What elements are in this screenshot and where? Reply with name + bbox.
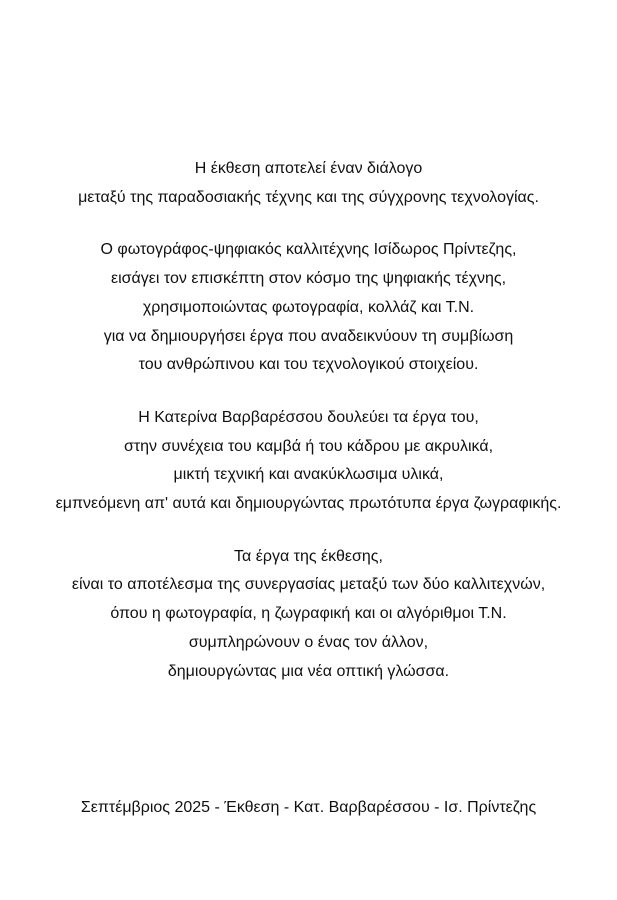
paragraph-line: Η έκθεση αποτελεί έναν διάλογο [194,160,423,177]
paragraph-line: για να δημιουργήσει έργα που αναδεικνύουν τη συμβίωση [103,327,514,345]
paragraph-line: του ανθρώπινου και του τεχνολογικού στοιχείου. [138,356,479,374]
paragraph-line: συμπληρώνουν ο ένας τον άλλον, [188,633,429,651]
paragraph-line: εμπνεόμενη απ' αυτά και δημιουργώντας πρωτότυπα έργα ζωγραφικής. [55,495,562,513]
paragraph-line: Ο φωτογράφος-ψηφιακός καλλιτέχνης Ισίδωρος Πρίντεζης, [100,241,517,259]
paragraph-line: στην συνέχεια του καμβά ή του κάδρου με ακρυλικά, [123,437,494,455]
paragraph-line: μικτή τεχνική και ανακύκλωσιμα υλικά, [173,466,444,484]
paragraph-intro [0,155,617,212]
document-footer: Σεπτέμβριος 2025 - Έκθεση - Κατ. Βαρβαρέσσου - Ισ. Πρίντεζης [80,799,537,816]
paragraph-line: όπου η φωτογραφία, η ζωγραφική και οι αλγόριθμοι Τ.Ν. [110,605,507,623]
document-body [0,155,617,710]
paragraph-painter [0,404,617,519]
paragraph-line: χρησιμοποιώντας φωτογραφία, κολλάζ και Τ.Ν. [142,298,475,316]
paragraph-line: δημιουργώντας μια νέα οπτική γλώσσα. [167,662,450,680]
paragraph-line: Τα έργα της έκθεσης, [234,547,383,565]
paragraph-collaboration [0,543,617,687]
paragraph-line: Η Κατερίνα Βαρβαρέσσου δουλεύει τα έργα του, [138,408,479,426]
paragraph-line: είναι το αποτέλεσμα της συνεργασίας μεταξύ των δύο καλλιτεχνών, [71,576,546,594]
paragraph-photographer [0,236,617,380]
paragraph-line: μεταξύ της παραδοσιακής τέχνης και της σύγχρονης τεχνολογίας. [78,188,539,206]
paragraph-line: εισάγει τον επισκέπτη στον κόσμο της ψηφιακής τέχνης, [110,270,507,288]
